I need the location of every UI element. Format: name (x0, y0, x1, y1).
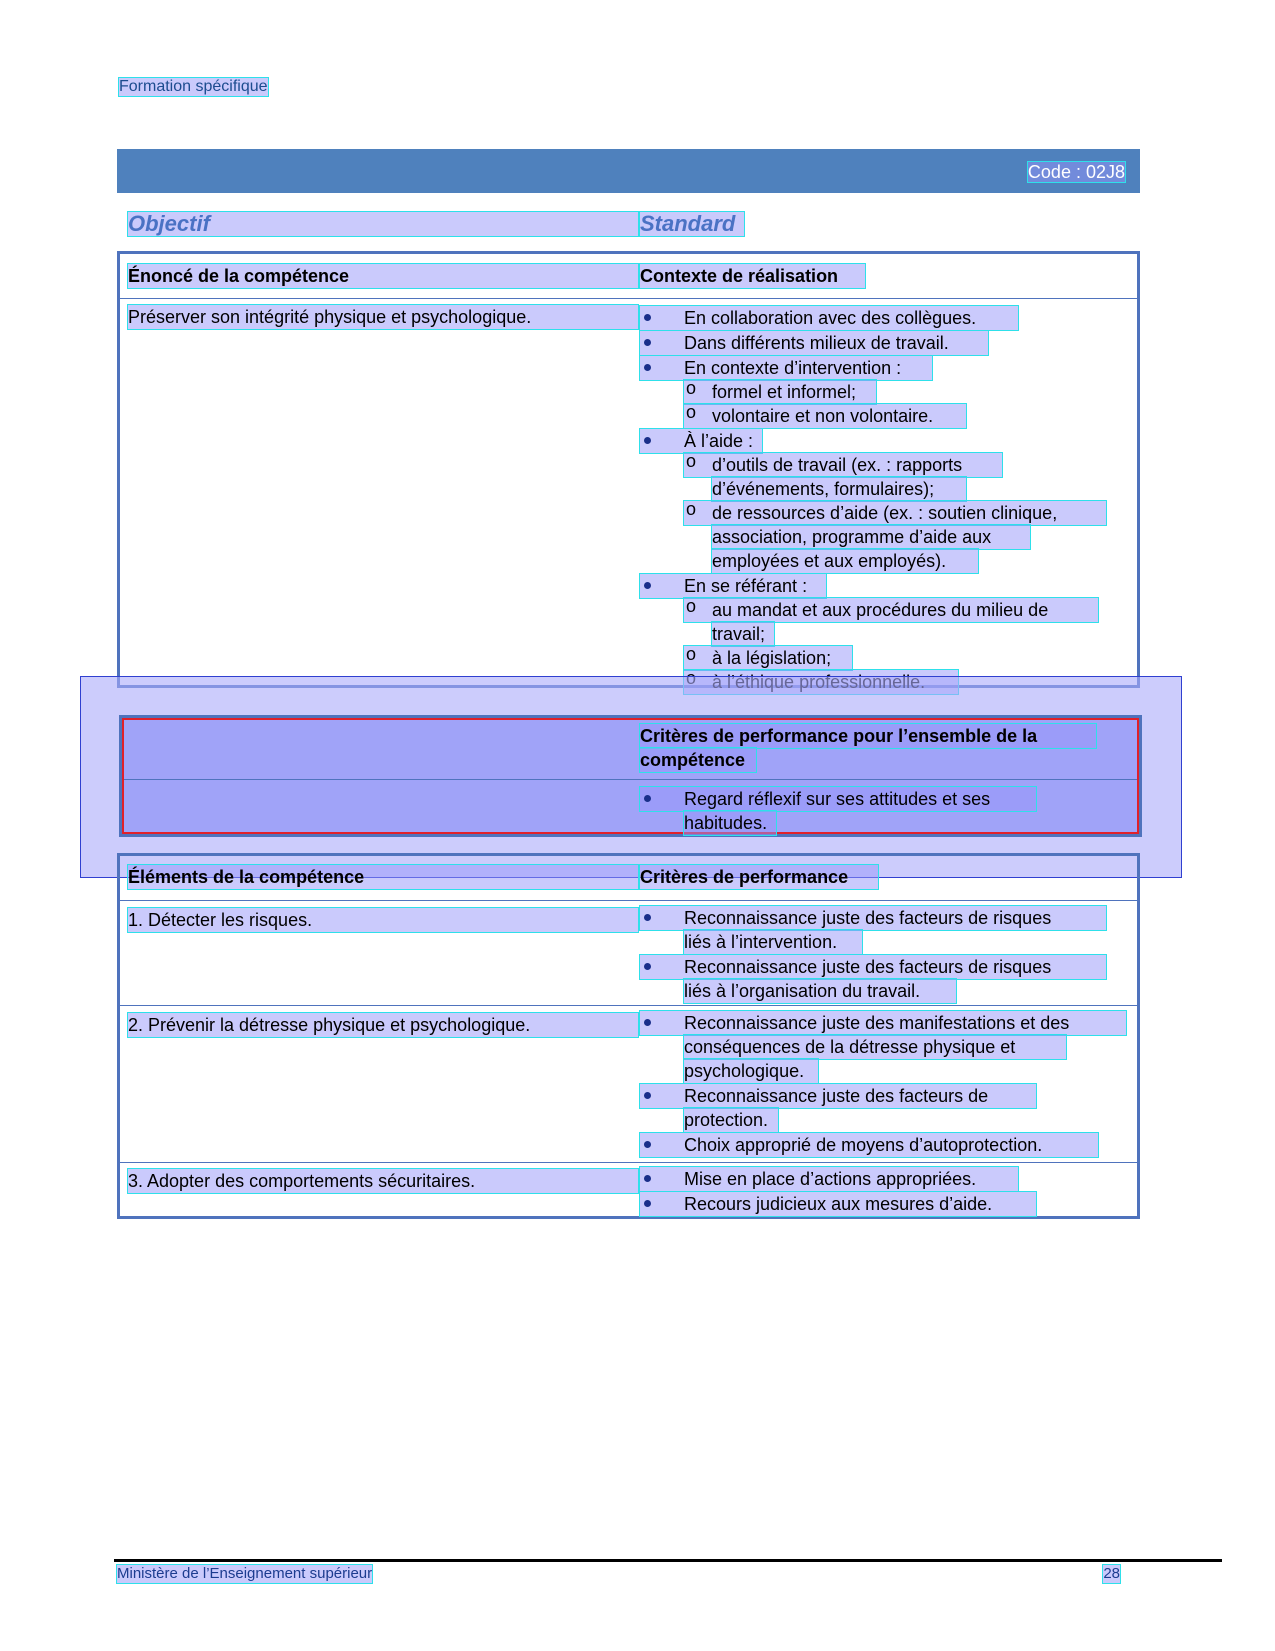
sub-list-item-continuation: association, programme d’aide aux (712, 525, 1030, 549)
bullet-icon (640, 1084, 682, 1106)
competency-statement: Préserver son intégrité physique et psychologique. (128, 305, 638, 329)
elements-header: Éléments de la compétence (128, 865, 638, 889)
element-3: 3. Adopter des comportements sécuritaires. (128, 1169, 638, 1193)
row-divider (120, 900, 1137, 901)
list-item-continuation: psychologique. (684, 1059, 818, 1083)
enonce-header: Énoncé de la compétence (128, 264, 638, 288)
criteria-header: Critères de performance (640, 865, 878, 889)
circle-bullet-icon (684, 646, 710, 668)
row-divider (120, 1162, 1137, 1163)
row-divider (120, 1005, 1137, 1006)
footer-ministry: Ministère de l’Enseignement supérieur (117, 1565, 373, 1582)
list-item-continuation: conséquences de la détresse physique et (684, 1035, 1066, 1059)
bullet-icon (640, 1167, 682, 1189)
list-item: Reconnaissance juste des facteurs de risques (640, 906, 1106, 930)
list-item: Dans différents milieux de travail. (640, 331, 988, 355)
list-item: Reconnaissance juste des manifestations et des (640, 1011, 1126, 1035)
contexte-header: Contexte de réalisation (640, 264, 865, 288)
sub-list-item: o au mandat et aux procédures du milieu de (684, 598, 1098, 622)
list-item: Choix approprié de moyens d’autoprotection. (640, 1133, 1098, 1157)
circle-bullet-icon (684, 404, 710, 426)
bullet-icon (640, 906, 682, 928)
bullet-icon (640, 1192, 682, 1214)
list-item: Reconnaissance juste des facteurs de risques (640, 955, 1106, 979)
sub-list-item: o à la législation; (684, 646, 852, 670)
sub-list-item: o de ressources d’aide (ex. : soutien clinique, (684, 501, 1106, 525)
list-item: En collaboration avec des collègues. (640, 306, 1018, 330)
sub-list-item-continuation: travail; (712, 622, 774, 646)
element-1: 1. Détecter les risques. (128, 908, 638, 932)
sub-list-item: o formel et informel; (684, 380, 876, 404)
document-header-label: Formation spécifique (119, 78, 268, 95)
bullet-icon (640, 1133, 682, 1155)
sub-list-item: o volontaire et non volontaire. (684, 404, 966, 428)
list-item: Reconnaissance juste des facteurs de (640, 1084, 1036, 1108)
row-divider (120, 298, 1137, 299)
list-item: En se référant : (640, 574, 826, 598)
bullet-icon (640, 331, 682, 353)
bullet-icon (640, 1011, 682, 1033)
bullet-icon (640, 306, 682, 328)
competency-code: Code : 02J8 (1027, 162, 1125, 182)
bullet-icon (640, 787, 682, 809)
list-item: À l’aide : (640, 429, 762, 453)
list-item: Recours judicieux aux mesures d’aide. (640, 1192, 1036, 1216)
bullet-icon (640, 955, 682, 977)
circle-bullet-icon (684, 380, 710, 402)
page-number: 28 (1103, 1565, 1120, 1582)
circle-bullet-icon (684, 598, 710, 620)
list-item: Regard réflexif sur ses attitudes et ses (640, 787, 1036, 811)
overall-criteria-title-continuation: compétence (640, 748, 756, 772)
element-2: 2. Prévenir la détresse physique et psychologique. (128, 1013, 638, 1037)
circle-bullet-icon (684, 501, 710, 523)
list-item-continuation: liés à l’organisation du travail. (684, 979, 956, 1003)
circle-bullet-icon (684, 453, 710, 475)
list-item-continuation: liés à l’intervention. (684, 930, 862, 954)
bullet-icon (640, 574, 682, 596)
sub-list-item-continuation: employées et aux employés). (712, 549, 978, 573)
list-item-continuation: protection. (684, 1108, 778, 1132)
sub-list-item-continuation: d’événements, formulaires); (712, 477, 966, 501)
list-item-continuation: habitudes. (684, 811, 776, 835)
objectif-title: Objectif (128, 212, 638, 236)
bullet-icon (640, 356, 682, 378)
list-item: En contexte d’intervention : (640, 356, 932, 380)
sub-list-item: o d’outils de travail (ex. : rapports (684, 453, 1002, 477)
code-bar (117, 149, 1140, 193)
list-item: Mise en place d’actions appropriées. (640, 1167, 1018, 1191)
standard-title: Standard (640, 212, 744, 236)
overall-criteria-title: Critères de performance pour l’ensemble de la (640, 724, 1096, 748)
footer-rule (114, 1559, 1222, 1562)
bullet-icon (640, 429, 682, 451)
